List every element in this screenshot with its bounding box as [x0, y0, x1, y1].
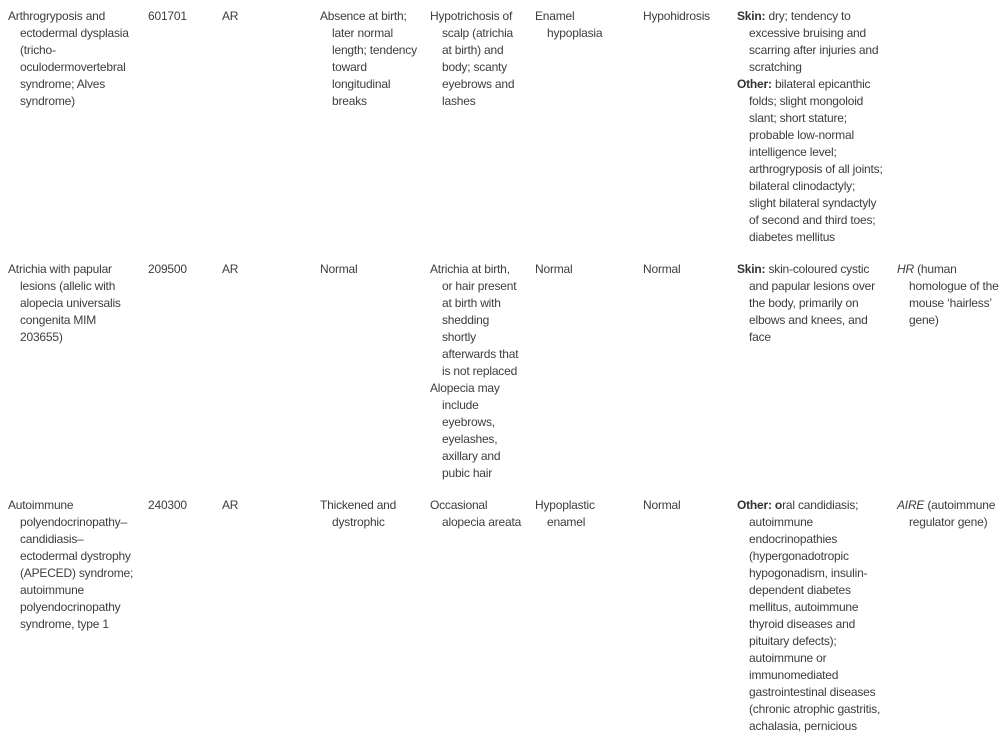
nails-cell — [312, 8, 422, 261]
teeth-text: Normal — [535, 262, 573, 276]
condition-cell — [0, 8, 140, 261]
other-text: ral candidiasis; autoimmune endocrinopathies (hypergonadotropic hypogonadism, insulin-dependent diabetes mellitus, autoimmune thyroid diseases and pituitary defects); autoimmune or immunomediated gastrointestinal diseases (chronic atrophic gastritis, achalasia, pernicious — [749, 498, 881, 733]
other-paragraph — [737, 497, 885, 735]
nails-text: Normal — [320, 262, 358, 276]
gene-symbol: AIRE — [897, 498, 925, 512]
teeth-text: Hypoplastic enamel — [535, 498, 595, 529]
skin-other-cell — [729, 497, 889, 750]
teeth-cell — [527, 497, 635, 750]
gene-cell — [889, 8, 1008, 261]
nails-text: Thickened and dystrophic — [320, 498, 397, 529]
other-paragraph — [737, 76, 885, 246]
skin-label: Skin: — [737, 9, 766, 23]
skin-text: dry; tendency to excessive bruising and scarring after injuries and scratching — [749, 9, 879, 74]
skin-label: Skin: — [737, 262, 766, 276]
teeth-cell — [527, 261, 635, 497]
hair-text: Alopecia may include eyebrows, eyelashes, axillary and pubic hair — [430, 381, 501, 480]
mim-number: 240300 — [148, 498, 187, 512]
sweating-cell — [635, 497, 729, 750]
mim-cell — [140, 8, 214, 261]
nails-cell — [312, 261, 422, 497]
hair-cell — [422, 261, 527, 497]
gene-paragraph — [897, 497, 1004, 531]
condition-text: Atrichia with papular lesions (allelic with alopecia universalis congenita MIM 203655) — [8, 262, 121, 344]
table-row — [0, 261, 1008, 497]
gene-cell — [889, 261, 1008, 497]
inheritance-text: AR — [222, 498, 239, 512]
table-row — [0, 497, 1008, 750]
genetic-syndromes-table — [0, 8, 1008, 750]
condition-cell — [0, 497, 140, 750]
gene-description: (human homologue of the mouse ‘hairless’ gene) — [909, 262, 999, 327]
skin-paragraph — [737, 8, 885, 76]
mim-cell — [140, 497, 214, 750]
other-label: Other: — [737, 77, 772, 91]
skin-other-cell — [729, 8, 889, 261]
condition-cell — [0, 261, 140, 497]
sweating-text: Normal — [643, 498, 681, 512]
inheritance-cell — [214, 8, 312, 261]
condition-text: Arthrogryposis and ectodermal dysplasia (tricho-oculodermovertebral syndrome; Alves syndrome) — [8, 9, 129, 108]
gene-description: (autoimmune regulator gene) — [909, 498, 996, 529]
sweating-cell — [635, 261, 729, 497]
gene-cell — [889, 497, 1008, 750]
sweating-text: Normal — [643, 262, 681, 276]
skin-paragraph — [737, 261, 885, 346]
table-row — [0, 8, 1008, 261]
inheritance-cell — [214, 497, 312, 750]
teeth-cell — [527, 8, 635, 261]
teeth-text: Enamel hypoplasia — [535, 9, 603, 40]
gene-paragraph — [897, 261, 1004, 329]
sweating-cell — [635, 8, 729, 261]
mim-number: 601701 — [148, 9, 187, 23]
skin-text: skin-coloured cystic and papular lesions over the body, primarily on elbows and knees, and face — [749, 262, 875, 344]
mim-number: 209500 — [148, 262, 187, 276]
gene-symbol: HR — [897, 262, 914, 276]
hair-text: Hypotrichosis of scalp (atrichia at birth) and body; scanty eyebrows and lashes — [430, 9, 515, 108]
hair-text: Occasional alopecia areata — [430, 498, 522, 529]
hair-text: Atrichia at birth, or hair present at birth with shedding shortly afterwards that is not replaced — [430, 262, 519, 378]
inheritance-text: AR — [222, 262, 239, 276]
nails-cell — [312, 497, 422, 750]
nails-text: Absence at birth; later normal length; tendency toward longitudinal breaks — [320, 9, 417, 108]
inheritance-text: AR — [222, 9, 239, 23]
other-text: bilateral epicanthic folds; slight mongoloid slant; short stature; probable low-normal intelligence level; arthrogryposis of all joints; bilateral clinodactyly; slight bilateral syndactyly of second and third toes; diabetes mellitus — [749, 77, 883, 244]
hair-cell — [422, 497, 527, 750]
hair-cell — [422, 8, 527, 261]
mim-cell — [140, 261, 214, 497]
skin-other-cell — [729, 261, 889, 497]
inheritance-cell — [214, 261, 312, 497]
sweating-text: Hypohidrosis — [643, 9, 710, 23]
condition-text: Autoimmune polyendocrinopathy–candidiasis–ectodermal dystrophy (APECED) syndrome; autoimmune polyendocrinopathy syndrome, type 1 — [8, 498, 134, 631]
other-label: Other: o — [737, 498, 783, 512]
